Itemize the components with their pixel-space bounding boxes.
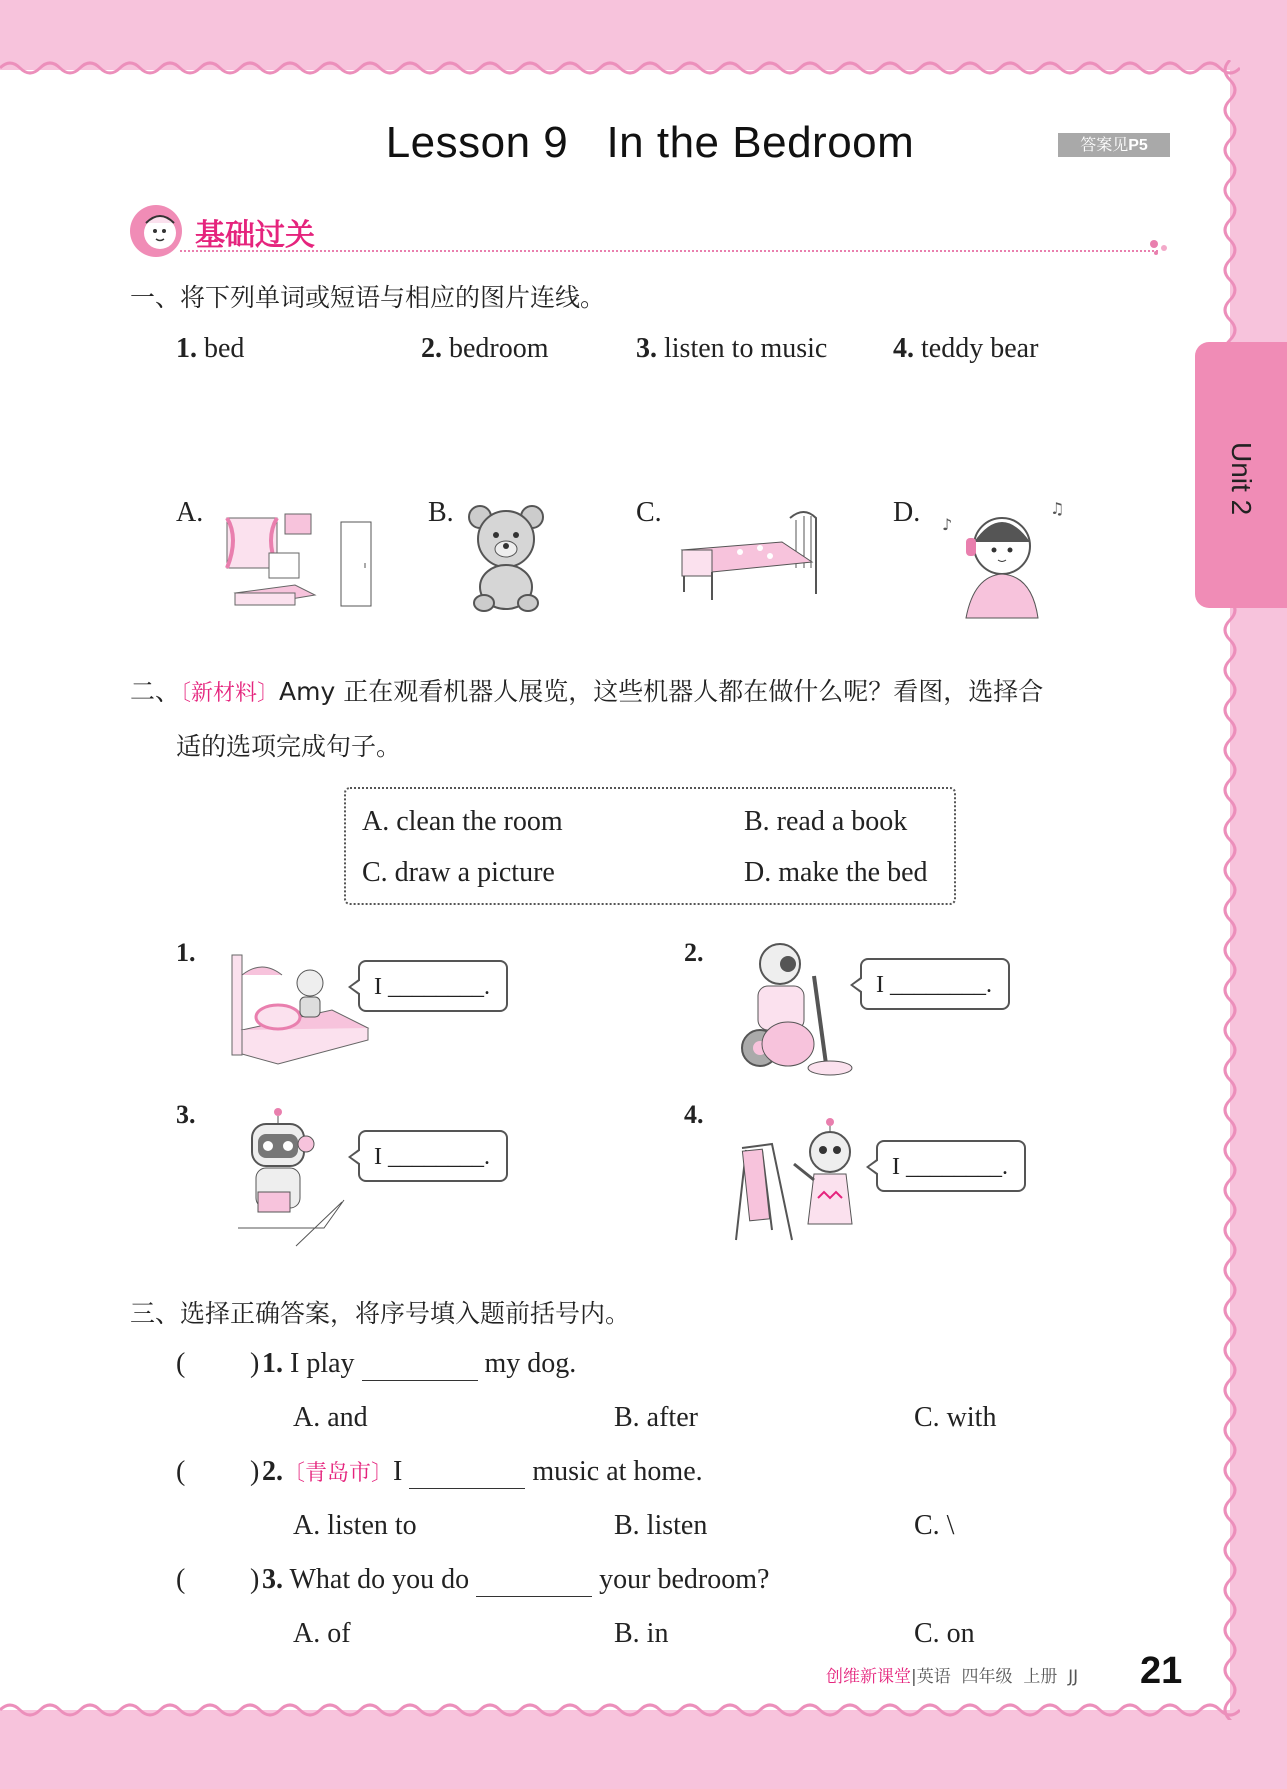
q3-item-3-choice-b: B. in (614, 1618, 669, 1649)
section-title: 基础过关 (195, 218, 315, 253)
q3-item-2-paren-close: ) (250, 1456, 260, 1487)
q1-word-text: listen to music (657, 333, 828, 364)
q1-picture-letter-b: B. (428, 497, 454, 528)
q2-item-1-number: 1. (176, 938, 196, 967)
q3-item-2-question (262, 1456, 703, 1489)
q2-item-2-number: 2. (684, 938, 704, 967)
dots-decoration-icon (1148, 236, 1170, 258)
q2-new-material-tag: 〔新材料〕 (180, 681, 280, 706)
q3-item-2-paren-open: ( (176, 1456, 186, 1487)
q2-heading-prefix: 二、 (130, 677, 181, 706)
q2-option-d: D. make the bed (744, 857, 928, 888)
q3-item-3-choice-a: A. of (293, 1618, 351, 1649)
q3-item-text-before: I (393, 1456, 410, 1487)
q3-item-3-question (262, 1564, 769, 1597)
bedroom-picture-icon (225, 508, 375, 613)
q3-heading: 三、选择正确答案，将序号填入题前括号内。 (130, 1299, 631, 1328)
answer-tag-text: 答案见 (1080, 135, 1129, 154)
footer-subject: |英语 四年级 上册 JJ (911, 1667, 1079, 1687)
bed-picture-icon (680, 508, 820, 603)
q3-item-text-after: your bedroom? (592, 1564, 770, 1595)
q3-item-2-choice-a: A. listen to (293, 1510, 417, 1541)
q2-item-2-speech-bubble[interactable]: I ________. (860, 958, 1010, 1010)
q3-item-1-choice-b: B. after (614, 1402, 698, 1433)
answer-blank[interactable] (362, 1348, 478, 1381)
q3-item-1-question (262, 1348, 576, 1381)
q3-item-text-before: What do you do (283, 1564, 477, 1595)
q3-item-1-paren-open: ( (176, 1348, 186, 1379)
q1-picture-letter-d: D. (893, 497, 921, 528)
q1-word-text: bed (197, 333, 245, 364)
q2-item-3-number: 3. (176, 1100, 196, 1129)
footer-brand: 创维新课堂 (826, 1667, 911, 1687)
teddy-bear-picture-icon (466, 503, 546, 613)
q3-item-text-after: music at home. (525, 1456, 703, 1487)
q2-heading-line2: 适的选项完成句子。 (176, 732, 402, 761)
q1-picture-letter-a: A. (176, 497, 204, 528)
q2-item-3-speech-bubble[interactable]: I ________. (358, 1130, 508, 1182)
q3-qingdao-tag: 〔青岛市〕 (283, 1461, 394, 1486)
q2-option-c: C. draw a picture (362, 857, 555, 888)
top-wave-border (0, 56, 1240, 80)
q3-item-text-after: my dog. (477, 1348, 577, 1379)
q3-item-1-paren-close: ) (250, 1348, 260, 1379)
q1-heading: 一、将下列单词或短语与相应的图片连线。 (130, 283, 606, 312)
q3-item-1-choice-c: C. with (914, 1402, 997, 1433)
svg-text:♫: ♫ (1050, 499, 1065, 518)
q1-word-num: 2. (421, 333, 442, 364)
q3-item-2-choice-c: C. \ (914, 1510, 955, 1541)
answer-blank[interactable] (409, 1456, 525, 1489)
q1-word-num: 3. (636, 333, 657, 364)
robot-reading-icon (236, 1106, 351, 1251)
q3-item-3-paren-close: ) (250, 1564, 260, 1595)
q3-item-3-choice-c: C. on (914, 1618, 975, 1649)
q2-item-4-speech-bubble[interactable]: I ________. (876, 1140, 1026, 1192)
svg-text:♪: ♪ (942, 515, 953, 534)
q2-heading (130, 672, 1043, 708)
q1-word-text: teddy bear (914, 333, 1039, 364)
q1-word-4 (893, 333, 1038, 365)
q1-picture-letter-c: C. (636, 497, 662, 528)
bottom-wave-border (0, 1698, 1240, 1722)
q1-word-num: 4. (893, 333, 914, 364)
q3-item-3-paren-open: ( (176, 1564, 186, 1595)
answer-tag-page: P5 (1128, 137, 1148, 154)
q2-item-4-number: 4. (684, 1100, 704, 1129)
answer-reference-tag (1058, 133, 1170, 157)
section-divider (180, 250, 1158, 252)
q1-word-1 (176, 333, 244, 365)
q2-heading-text: Amy 正在观看机器人展览，这些机器人都在做什么呢？看图，选择合 (279, 677, 1044, 706)
robot-cleaning-icon (730, 940, 860, 1080)
q2-item-1-speech-bubble[interactable]: I ________. (358, 960, 508, 1012)
robot-making-bed-icon (228, 945, 373, 1075)
unit-side-tab (1195, 342, 1287, 608)
girl-listening-music-picture-icon (940, 498, 1070, 620)
q3-item-num: 2. (262, 1456, 283, 1487)
q1-word-text: bedroom (442, 333, 549, 364)
unit-label: Unit 2 (1226, 442, 1257, 516)
lesson-title: Lesson 9 In the Bedroom (385, 118, 915, 167)
q1-word-num: 1. (176, 333, 197, 364)
q3-item-num: 3. (262, 1564, 283, 1595)
q3-item-2-choice-b: B. listen (614, 1510, 708, 1541)
footer-book-info (826, 1662, 1078, 1687)
q3-item-1-choice-a: A. and (293, 1402, 368, 1433)
cartoon-face-icon (130, 205, 182, 257)
page-number: 21 (1140, 1650, 1183, 1692)
q2-option-b: B. read a book (744, 806, 908, 837)
q3-item-num: 1. (262, 1348, 283, 1379)
q1-word-2 (421, 333, 549, 365)
q1-word-3 (636, 333, 827, 365)
q3-item-text-before: I play (283, 1348, 362, 1379)
answer-blank[interactable] (476, 1564, 592, 1597)
robot-drawing-icon (734, 1118, 869, 1248)
q2-option-a: A. clean the room (362, 806, 563, 837)
right-wave-border (1218, 60, 1242, 1720)
